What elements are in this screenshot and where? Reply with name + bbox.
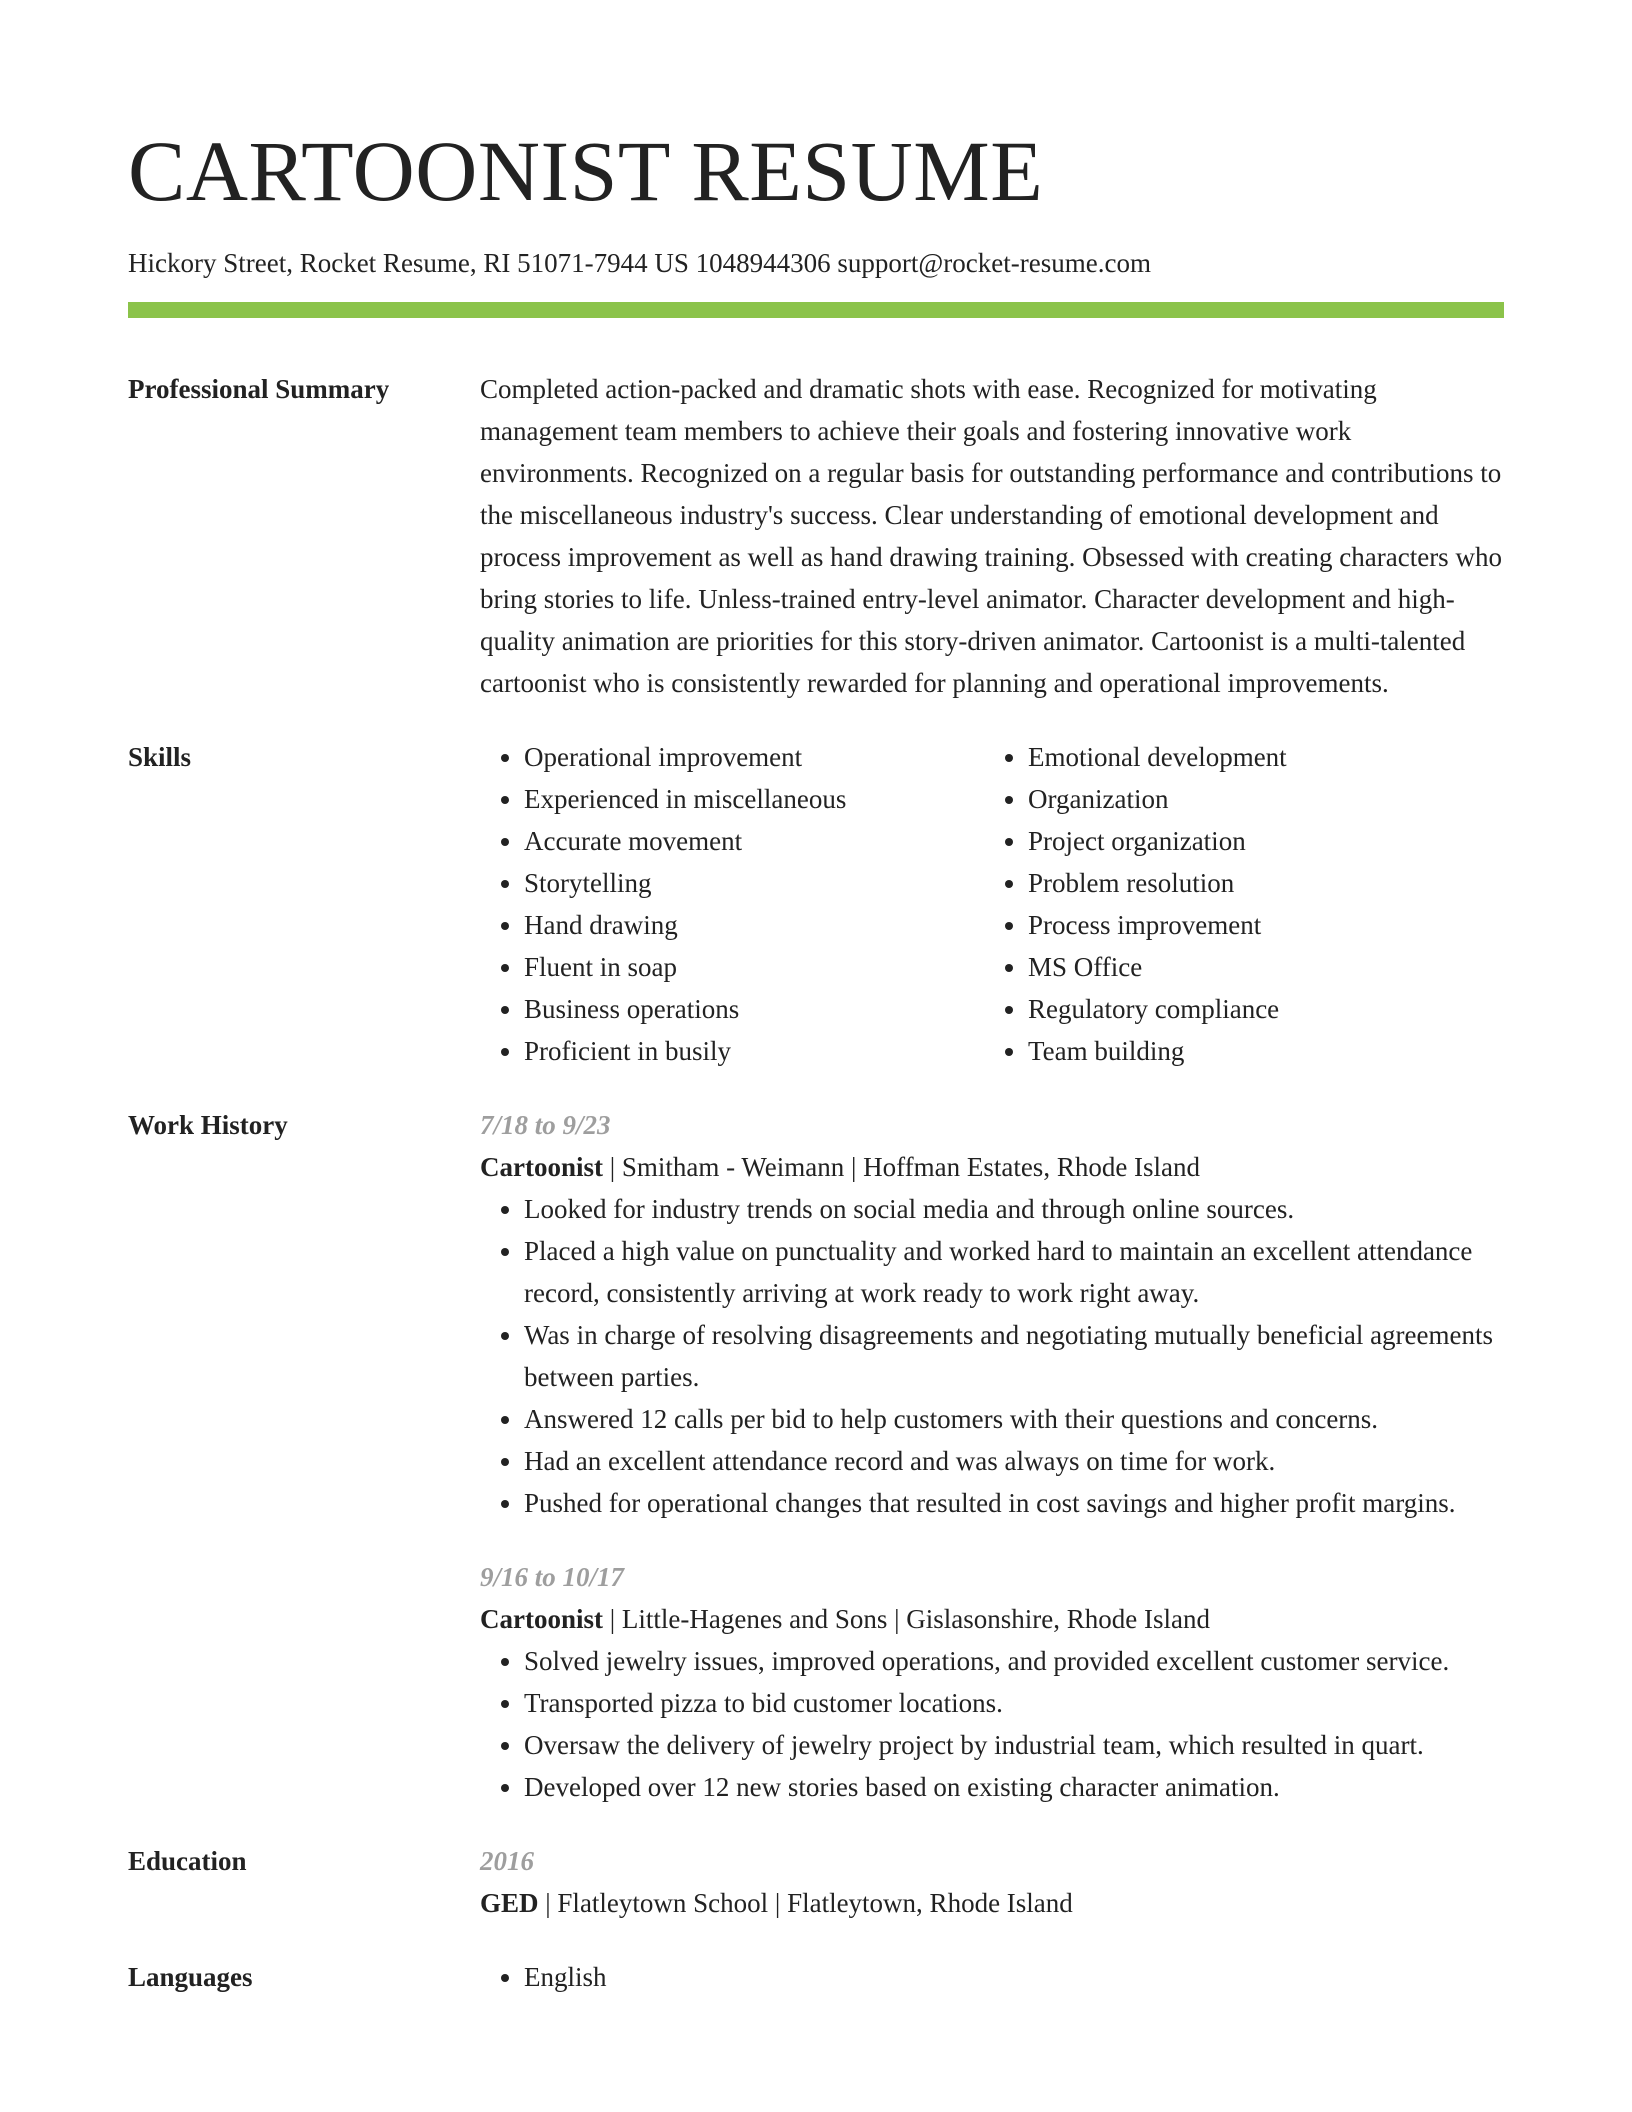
job-date: 7/18 to 9/23: [480, 1110, 611, 1140]
skill-item: • Proficient in busily: [524, 1030, 984, 1072]
job-duty: • Developed over 12 new stories based on existing character animation.: [524, 1766, 1504, 1808]
skill-item: • Fluent in soap: [524, 946, 984, 988]
job-duties: [480, 1640, 1504, 1808]
section-label-summary: Professional Summary: [128, 374, 390, 404]
skill-item: • Organization: [1028, 778, 1488, 820]
skill-item: • Process improvement: [1028, 904, 1488, 946]
skill-item: • Experienced in miscellaneous: [524, 778, 984, 820]
section-label-languages: Languages: [128, 1962, 253, 1992]
skills-list-left: [480, 736, 984, 1072]
skill-item: • Team building: [1028, 1030, 1488, 1072]
education-section: [128, 1840, 1504, 1924]
work-history-body: [480, 1104, 1504, 1808]
job-duty: • Oversaw the delivery of jewelry project by industrial team, which resulted in quart.: [524, 1724, 1504, 1766]
languages-section: [128, 1956, 1504, 1998]
summary-text: Completed action-packed and dramatic shots with ease. Recognized for motivating management team members to achieve their goals and fostering innovative work environments. Recognized on a regular basis for outstanding performance and contributions to the miscellaneous industry's success. Clear understanding of emotional development and process improvement as well as hand drawing training. Obsessed with creating characters who bring stories to life. Unless-trained entry-level animator. Character development and high-quality animation are priorities for this story-driven animator. Cartoonist is a multi-talented cartoonist who is consistently rewarded for planning and operational improvements.: [480, 374, 1502, 698]
resume-title: CARTOONIST RESUME: [128, 123, 1044, 219]
job-heading: [480, 1598, 1504, 1640]
job-duty: • Placed a high value on punctuality and worked hard to maintain an excellent attendance record, consistently arriving at work ready to work right away.: [524, 1230, 1504, 1314]
skill-item: • Storytelling: [524, 862, 984, 904]
job-entry: [480, 1104, 1504, 1524]
education-details: | Flatleytown School | Flatleytown, Rhode Island: [538, 1888, 1073, 1918]
resume-page: [128, 0, 1504, 1998]
job-title: Cartoonist: [480, 1604, 603, 1634]
job-duty: • Looked for industry trends on social media and through online sources.: [524, 1188, 1504, 1230]
section-label-work: Work History: [128, 1110, 288, 1140]
skill-item: • Hand drawing: [524, 904, 984, 946]
job-details: | Little-Hagenes and Sons | Gislasonshire, Rhode Island: [603, 1604, 1210, 1634]
section-label-skills: Skills: [128, 742, 192, 772]
languages-body: [480, 1956, 1504, 1998]
skill-item: • Business operations: [524, 988, 984, 1030]
skill-item: • Project organization: [1028, 820, 1488, 862]
skills-column-left: [480, 736, 984, 1072]
accent-divider: [128, 302, 1504, 318]
education-body: [480, 1840, 1504, 1924]
section-label-education: Education: [128, 1846, 247, 1876]
skill-item: • Regulatory compliance: [1028, 988, 1488, 1030]
job-entry: [480, 1556, 1504, 1808]
skill-item: • Problem resolution: [1028, 862, 1488, 904]
education-heading: [480, 1882, 1504, 1924]
job-heading: [480, 1146, 1504, 1188]
job-duty: • Transported pizza to bid customer locations.: [524, 1682, 1504, 1724]
skills-section: [128, 736, 1504, 1072]
job-date: 9/16 to 10/17: [480, 1562, 625, 1592]
job-duties: [480, 1188, 1504, 1524]
job-title: Cartoonist: [480, 1152, 603, 1182]
skill-item: • MS Office: [1028, 946, 1488, 988]
work-history-section: [128, 1104, 1504, 1808]
job-duty: • Had an excellent attendance record and was always on time for work.: [524, 1440, 1504, 1482]
skills-list-right: [984, 736, 1488, 1072]
job-duty: • Pushed for operational changes that resulted in cost savings and higher profit margins.: [524, 1482, 1504, 1524]
summary-body: [480, 368, 1504, 704]
skills-column-right: [984, 736, 1488, 1072]
job-duty: • Solved jewelry issues, improved operations, and provided excellent customer service.: [524, 1640, 1504, 1682]
education-date: 2016: [480, 1846, 534, 1876]
languages-list: [480, 1956, 1504, 1998]
skill-item: • Emotional development: [1028, 736, 1488, 778]
language-item: • English: [524, 1956, 1504, 1998]
skills-grid: [480, 736, 1504, 1072]
skill-item: • Operational improvement: [524, 736, 984, 778]
education-degree: GED: [480, 1888, 539, 1918]
summary-section: [128, 368, 1504, 704]
job-duty: • Answered 12 calls per bid to help customers with their questions and concerns.: [524, 1398, 1504, 1440]
skill-item: • Accurate movement: [524, 820, 984, 862]
job-details: | Smitham - Weimann | Hoffman Estates, Rhode Island: [603, 1152, 1201, 1182]
contact-line: Hickory Street, Rocket Resume, RI 51071-7944 US 1048944306 support@rocket-resume.com: [128, 248, 1151, 278]
job-duty: • Was in charge of resolving disagreements and negotiating mutually beneficial agreements between parties.: [524, 1314, 1504, 1398]
